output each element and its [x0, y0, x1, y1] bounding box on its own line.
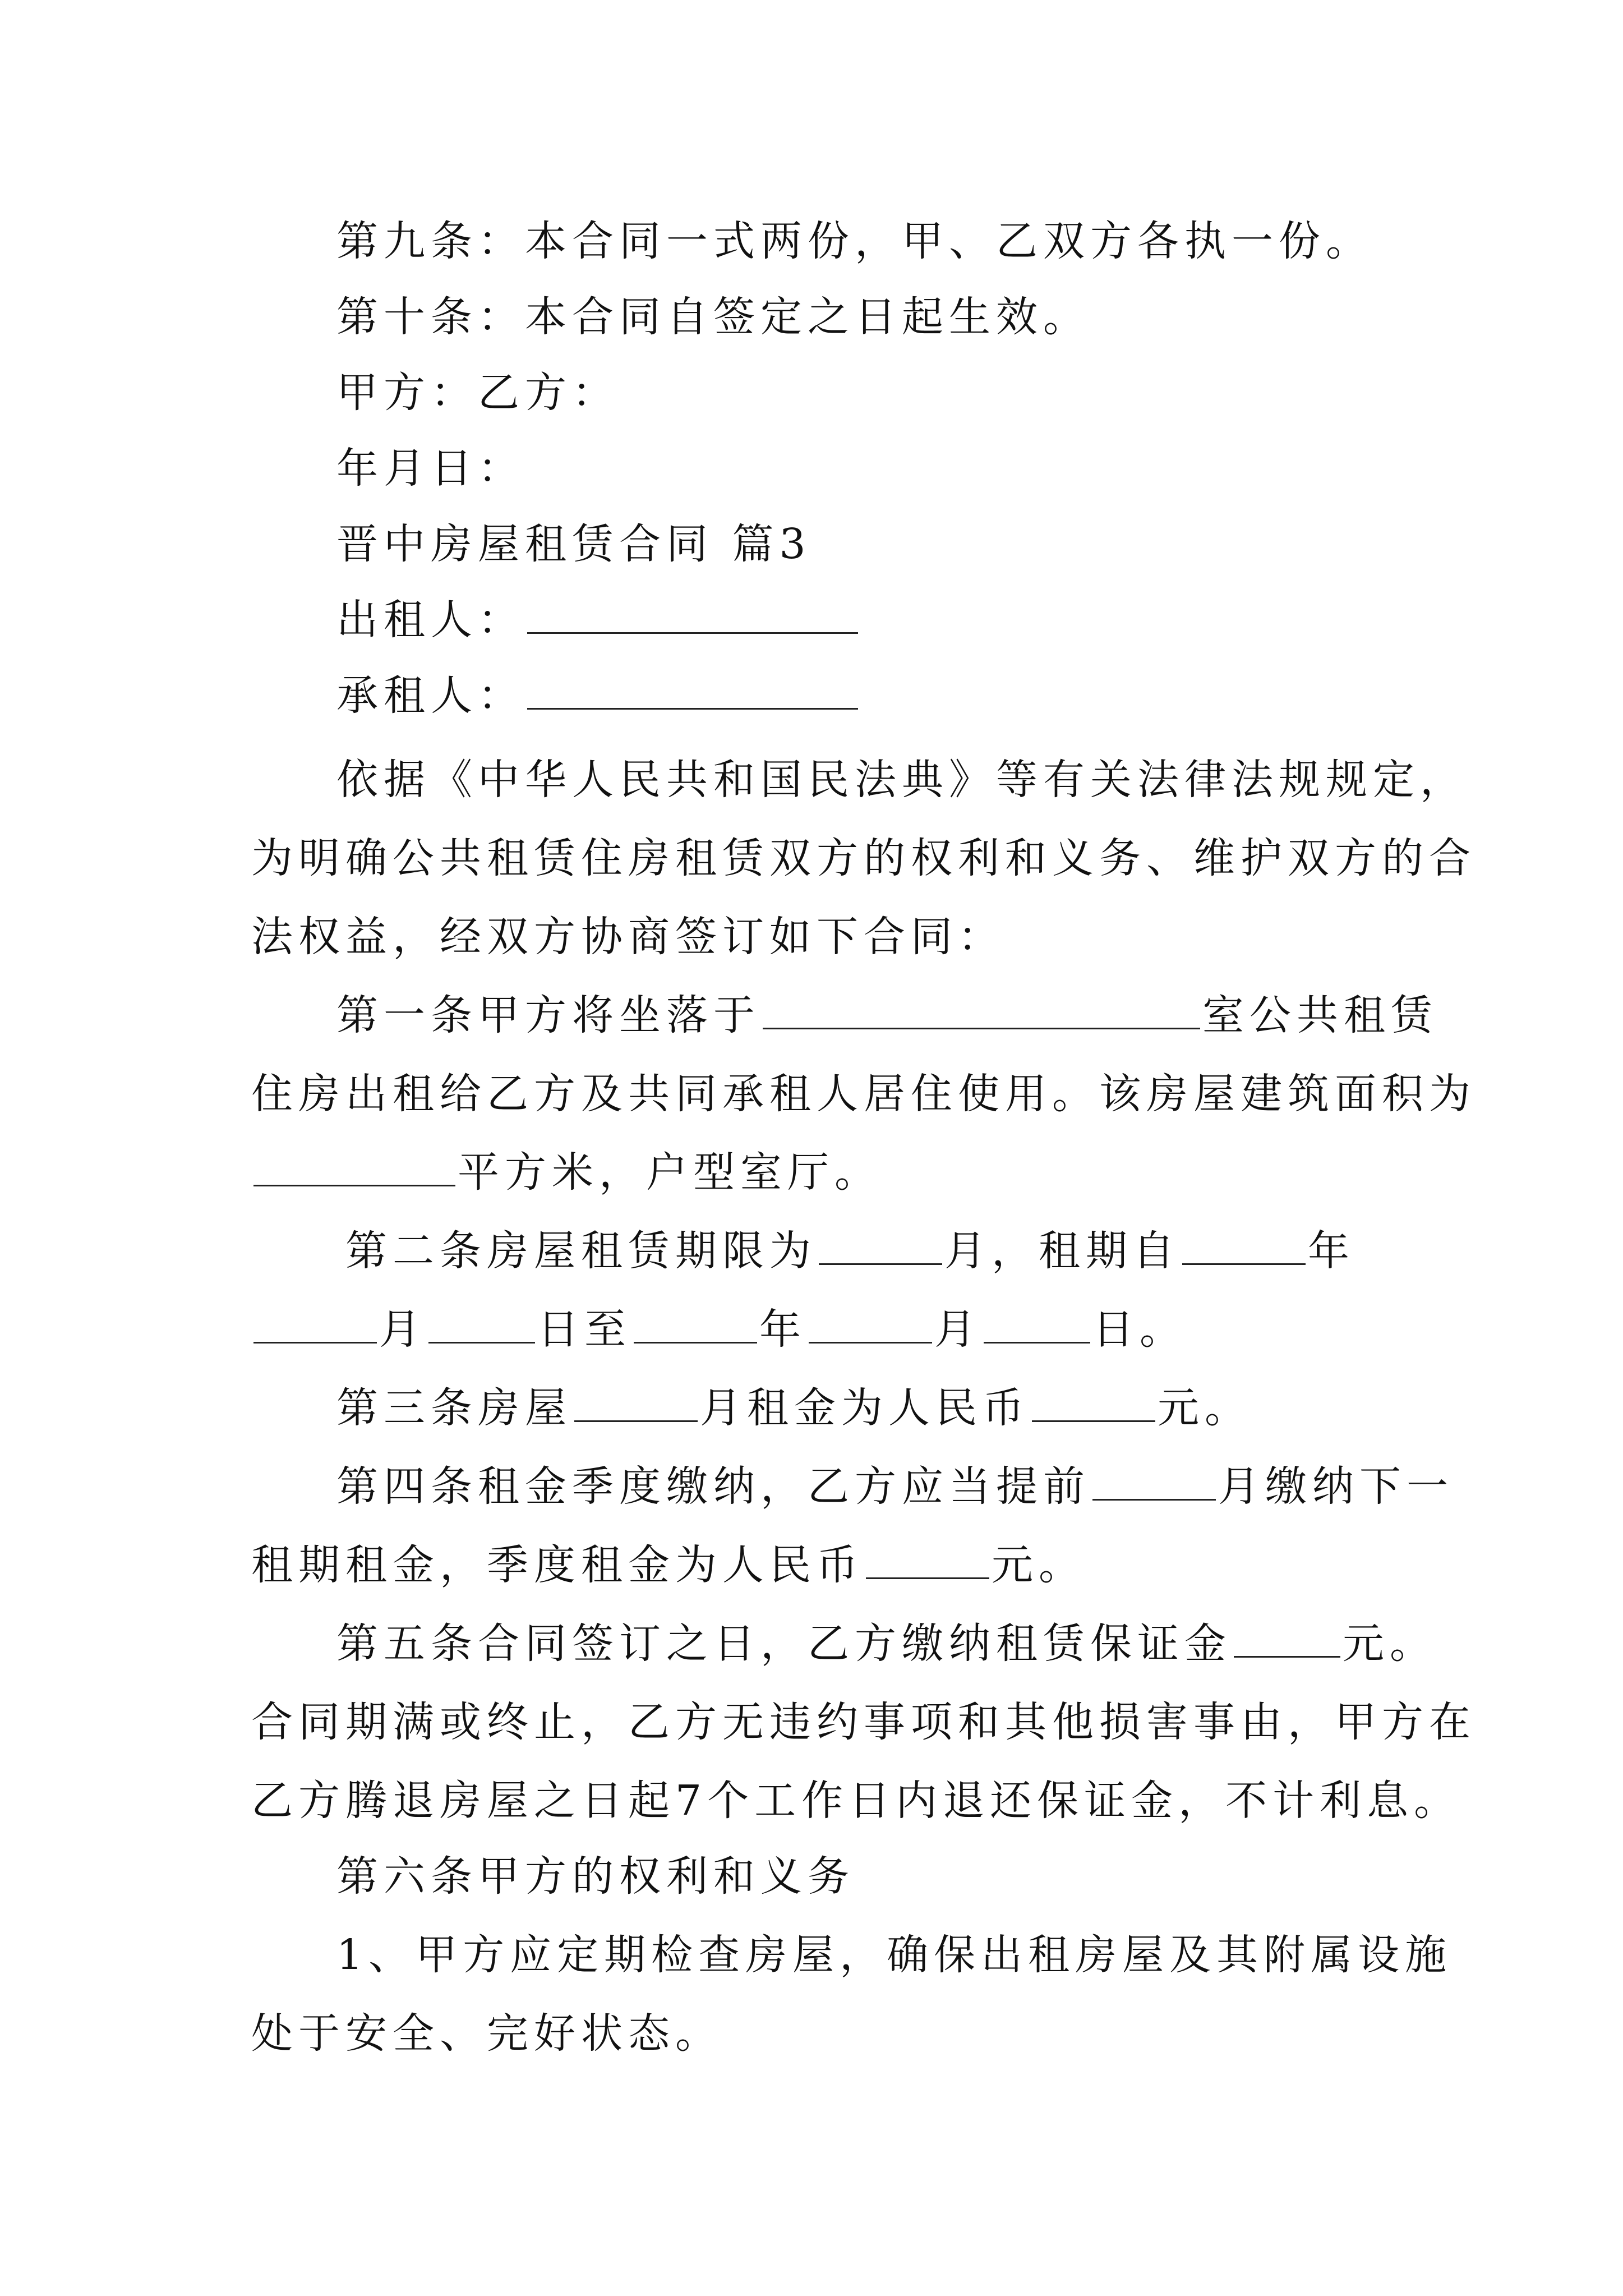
party-signature-line	[336, 362, 619, 424]
clause-4-line-1	[336, 1456, 1454, 1517]
clause-2-text-b: 月，租期自	[944, 1227, 1180, 1275]
start-year-blank	[1182, 1227, 1306, 1265]
clause-6-item-1-line-1	[336, 1924, 1452, 1986]
lessor-line	[336, 589, 860, 651]
lessee-blank	[527, 672, 858, 710]
clause-6-title	[336, 1846, 855, 1907]
clause-1-line-3	[251, 1142, 882, 1203]
clause-2-text-f: 年	[759, 1305, 806, 1354]
clause-5-line-2	[251, 1691, 1476, 1753]
end-month-blank	[809, 1306, 932, 1343]
lessor-blank	[527, 596, 858, 634]
article-10-text: 第十条：本合同自签定之日起生效。	[336, 293, 1090, 341]
clause-4-text-d: 元。	[992, 1541, 1086, 1589]
clause-1-text-b: 室公共租赁	[1202, 991, 1438, 1039]
clause-4-text-c: 租期租金，季度租金为人民币	[251, 1541, 864, 1589]
clause-2-text-g: 月	[934, 1305, 981, 1354]
clause-2-text-a: 第二条房屋租赁期限为	[345, 1227, 817, 1275]
quarterly-rent-blank	[866, 1542, 989, 1579]
term-months-blank	[819, 1227, 942, 1265]
location-blank	[763, 992, 1200, 1029]
clause-5-text-a: 第五条合同签订之日，乙方缴纳租赁保证金	[336, 1619, 1232, 1668]
clause-5-text-2: 合同期满或终止，乙方无违约事项和其他损害事由，甲方在	[251, 1698, 1476, 1746]
intro-line-2	[251, 827, 1476, 889]
intro-text-3: 法权益，经双方协商签订如下合同：	[251, 913, 1005, 961]
party-signature-text: 甲方：乙方：	[336, 369, 619, 417]
intro-line-3	[251, 906, 1005, 968]
clause-6-item-1-line-2	[251, 2003, 722, 2064]
lessor-label: 出租人：	[336, 596, 525, 644]
lessee-label: 承租人：	[336, 671, 525, 720]
end-year-blank	[634, 1306, 757, 1343]
end-day-blank	[984, 1306, 1090, 1343]
clause-2-text-d: 月	[379, 1305, 426, 1354]
date-signature-text: 年月日：	[336, 444, 525, 493]
start-day-blank	[428, 1306, 535, 1343]
clause-1-text-a: 第一条甲方将坐落于	[336, 991, 760, 1039]
clause-5-text-3: 乙方腾退房屋之日起7个工作日内退还保证金，不计利息。	[251, 1777, 1461, 1825]
clause-2-line-1	[345, 1220, 1355, 1282]
clause-4-line-2	[251, 1534, 1086, 1596]
lessee-line	[336, 665, 860, 726]
clause-1-text-2: 住房出租给乙方及共同承租人居住使用。该房屋建筑面积为	[251, 1070, 1476, 1118]
clause-2-line-2	[251, 1299, 1187, 1360]
clause-4-text-a: 第四条租金季度缴纳，乙方应当提前	[336, 1462, 1090, 1511]
clause-6-item-1-text-2: 处于安全、完好状态。	[251, 2009, 722, 2058]
clause-3-line	[336, 1377, 1252, 1439]
clause-1-text-3: 平方米，户型室厅。	[458, 1148, 882, 1197]
clause-5-text-b: 元。	[1343, 1619, 1437, 1668]
area-blank	[253, 1149, 455, 1186]
clause-3-text-c: 元。	[1158, 1384, 1252, 1432]
clause-4-text-b: 月缴纳下一	[1218, 1462, 1454, 1511]
clause-5-line-1	[336, 1613, 1437, 1674]
clause-1-line-1	[336, 984, 1438, 1046]
clause-2-text-c: 年	[1308, 1227, 1355, 1275]
deposit-blank	[1234, 1620, 1340, 1658]
section-title-text: 晋中房屋租赁合同 篇3	[336, 520, 811, 568]
clause-2-text-h: 日。	[1092, 1305, 1187, 1354]
house-blank	[574, 1384, 698, 1422]
date-signature-line	[336, 438, 525, 499]
intro-text-1: 依据《中华人民共和国民法典》等有关法律法规规定，	[336, 756, 1467, 804]
article-10	[336, 286, 1090, 348]
intro-line-1	[336, 749, 1467, 811]
clause-5-line-3	[251, 1770, 1461, 1832]
advance-months-blank	[1092, 1463, 1216, 1501]
clause-2-text-e: 日至	[537, 1305, 631, 1354]
clause-6-item-1-text-1: 1、甲方应定期检查房屋，确保出租房屋及其附属设施	[336, 1931, 1453, 1979]
clause-3-text-a: 第三条房屋	[336, 1384, 572, 1432]
clause-1-line-2	[251, 1063, 1476, 1125]
section-title	[336, 513, 811, 575]
clause-6-title-text: 第六条甲方的权利和义务	[336, 1852, 855, 1901]
monthly-rent-blank	[1032, 1384, 1155, 1422]
intro-text-2: 为明确公共租赁住房租赁双方的权利和义务、维护双方的合	[251, 834, 1476, 882]
article-9-text: 第九条：本合同一式两份，甲、乙双方各执一份。	[336, 217, 1373, 265]
clause-3-text-b: 月租金为人民币	[700, 1384, 1030, 1432]
article-9	[336, 210, 1373, 272]
start-month-blank	[253, 1306, 377, 1343]
